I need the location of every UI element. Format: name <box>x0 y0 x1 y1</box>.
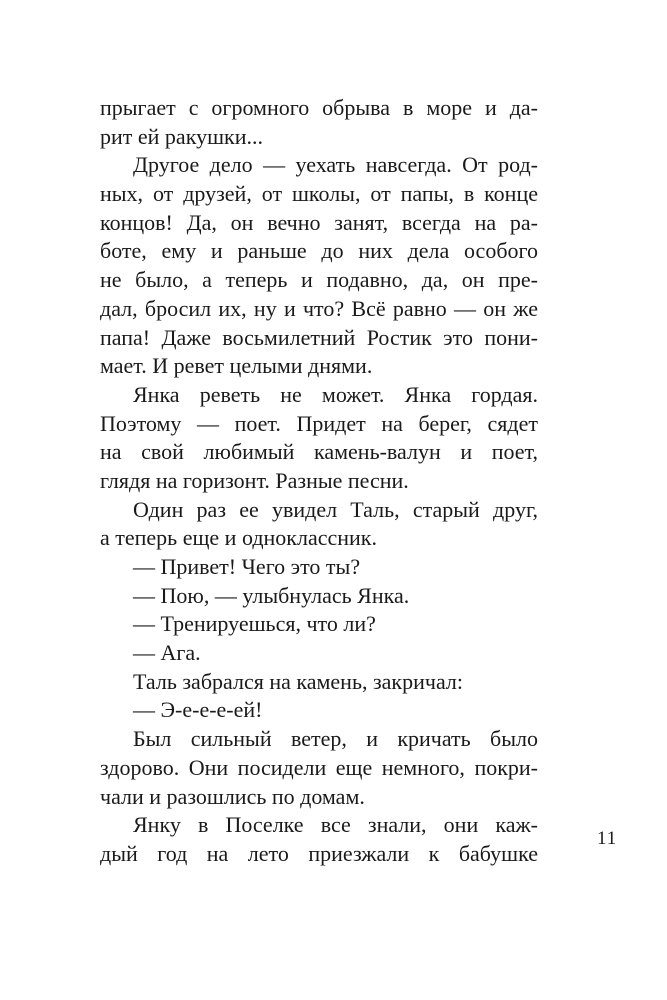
text-line: Янку в Поселке все знали, они каж- <box>133 812 538 838</box>
text-line: Поэтому — поет. Придет на берег, сядет <box>100 410 538 436</box>
text-line: — Э-е-е-е-ей! <box>133 697 263 723</box>
text-line: — Пою, — улыбнулась Янка. <box>133 582 410 608</box>
text-line: дый год на лето приезжали к бабушке <box>100 840 538 866</box>
text-line: не было, а теперь и подавно, да, он пре- <box>100 267 538 293</box>
text-line: — Ага. <box>133 640 201 666</box>
text-line: концов! Да, он вечно занят, всегда на ра- <box>100 209 538 235</box>
text-line: здорово. Они посидели еще немного, покри- <box>100 754 538 780</box>
book-page-text <box>100 94 538 869</box>
text-line: Таль забрался на камень, закричал: <box>133 668 464 694</box>
text-line: прыгает с огромного обрыва в море и да- <box>100 95 538 120</box>
text-line: папа! Даже восьмилетний Ростик это пони- <box>100 324 538 350</box>
text-line: Янка реветь не может. Янка гордая. <box>133 381 538 407</box>
text-line: — Привет! Чего это ты? <box>133 554 361 579</box>
text-line: Был сильный ветер, и кричать было <box>133 726 538 752</box>
text-line: глядя на горизонт. Разные песни. <box>100 467 409 493</box>
text-line: рит ей ракушки... <box>100 123 263 149</box>
text-line: мает. И ревет целыми днями. <box>100 353 373 379</box>
text-line: Один раз ее увидел Таль, старый друг, <box>133 496 538 522</box>
text-line: боте, ему и раньше до них дела особого <box>100 238 538 264</box>
text-line: дал, бросил их, ну и что? Всё равно — он же <box>100 295 538 321</box>
page-number: 11 <box>597 828 618 849</box>
text-line: Другое дело — уехать навсегда. От род- <box>133 152 538 178</box>
text-line: чали и разошлись по домам. <box>100 783 365 809</box>
text-line: ных, от друзей, от школы, от папы, в конце <box>100 181 538 207</box>
text-line: а теперь еще и одноклассник. <box>100 525 377 551</box>
text-line: — Тренируешься, что ли? <box>133 611 376 637</box>
text-line: на свой любимый камень-валун и поет, <box>100 439 538 465</box>
